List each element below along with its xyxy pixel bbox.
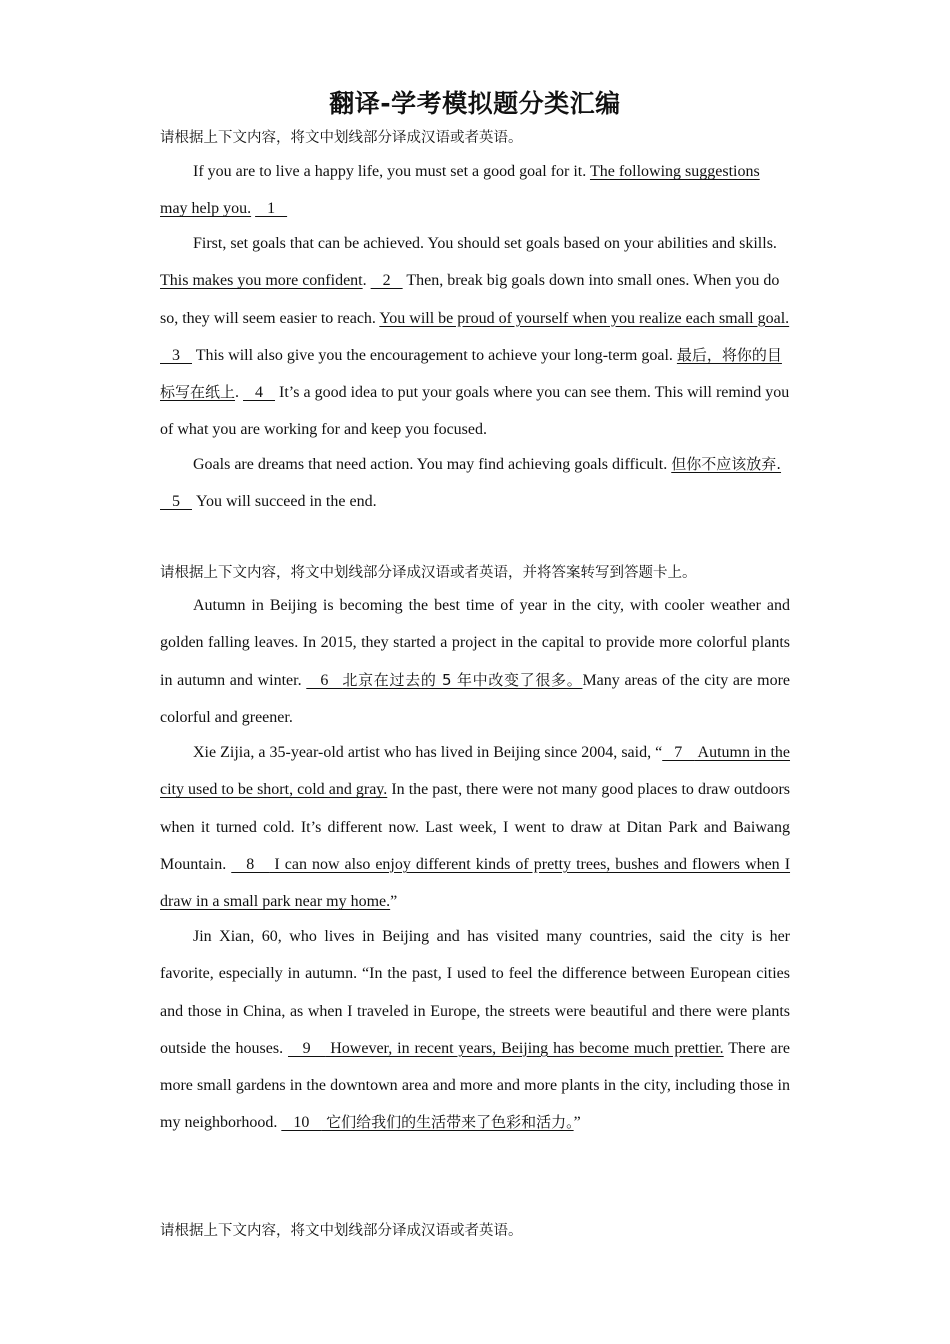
blank-3: 3: [160, 346, 192, 364]
blank-4: 4: [243, 384, 276, 402]
blank-5: 5: [160, 493, 192, 511]
blank-9: 9: [288, 1039, 326, 1057]
s1-paragraph-1: If you are to live a happy life, you must set a good goal for it. The following suggestions may help you. 1: [160, 163, 760, 218]
section-2-instruction: 请根据上下文内容，将文中划线部分译成汉语或者英语，并将答案转写到答题卡上。: [160, 565, 697, 581]
blank-10: 10: [281, 1114, 322, 1132]
blank-1: 1: [255, 200, 288, 218]
blank-8: 8: [231, 855, 270, 873]
blank-7: 7: [662, 744, 695, 761]
blank-6: 6: [306, 671, 343, 689]
section-1-instruction: 请根据上下文内容，将文中划线部分译成汉语或者英语。: [160, 130, 523, 146]
s1-paragraph-3: Goals are dreams that need action. You may find achieving goals difficult. 但你不应该放弃. 5 You will succeed in the end.: [160, 455, 782, 511]
s2-paragraph-3: Jin Xian, 60, who lives in Beijing and has visited many countries, said the city is her favorite, especially in autumn. “In the past, I used to feel the difference between European cities and those in China, as when I traveled in Europe, the streets were beautiful and there were plants outside the houses. 9 However, in recent years, Beijing has become much prettier. There are more small gardens in the downtown area and more and more plants in the city, including those in my neighborhood. 10 它们给我们的生活带来了色彩和活力。”: [160, 928, 791, 1132]
blank-2: 2: [370, 272, 403, 290]
section-3-instruction: 请根据上下文内容，将文中划线部分译成汉语或者英语。: [160, 1223, 523, 1239]
s2-paragraph-2: Xie Zijia, a 35-year-old artist who has lived in Beijing since 2004, said, “ 7 Autumn in the city used to be short, cold and gray. In the past, there were not many good places to draw outdoors when it turned cold. It’s different now. Last week, I went to draw at Ditan Park and Baiwang Mountain. 8 I can now also enjoy different kinds of pretty trees, bushes and flowers when I draw in a small park near my home.”: [160, 744, 791, 911]
s2-paragraph-1: Autumn in Beijing is becoming the best time of year in the city, with cooler weather and golden falling leaves. In 2015, they started a project in the capital to provide more colorful plants in autumn and winter. 6 北京在过去的 5 年中改变了很多。Many areas of the city are more colorful and greener.: [160, 597, 791, 726]
page-title: 翻译-学考模拟题分类汇编: [329, 89, 621, 118]
s1-paragraph-2: First, set goals that can be achieved. You should set goals based on your abilities and skills. This makes you more confident. 2 Then, break big goals down into small ones. When you do so, they will seem easier to reach. You will be proud of yourself when you realize each small goal. 3 This will also give you the encouragement to achieve your long-term goal. 最后，将你的目标写在纸上. 4 It’s a good idea to put your goals where you can see them. This will remind you of what you are working for and keep you focused.: [160, 235, 790, 439]
